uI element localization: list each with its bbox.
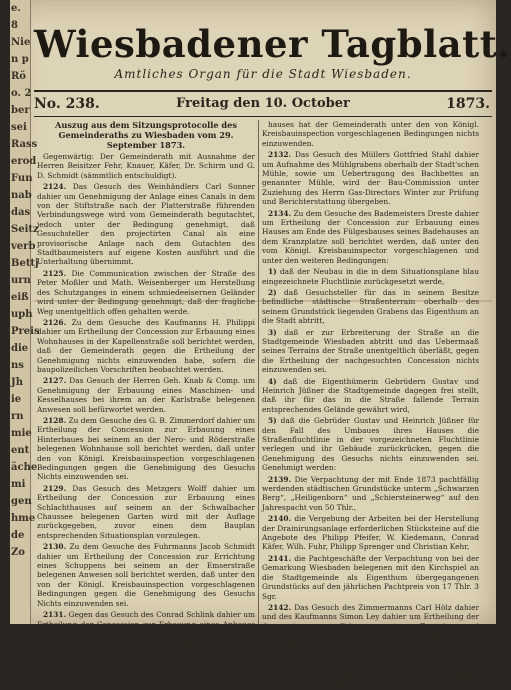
entry-number: 2) — [268, 287, 277, 297]
entry-number: 3) — [268, 327, 277, 337]
entry-text: Das Gesuch der Herren Geh. Knab & Comp. um Genehmigung der Erbauung eines Maschinen- und Kesselhauses bei ihrem an der Karlstraße belegenen Anwesen soll befürwortet werden. — [37, 376, 255, 414]
protocol-entry — [262, 554, 479, 601]
protocol-entry — [37, 542, 255, 608]
entry-text: Zu dem Gesuche des G. B. Zimmerdorf dahier um Ertheilung der Concession zur Erbauung eines Hinterbaues bei seinem an der Nero- und Röderstraße belegenen Wohnhause soll berichtet werden, daß unter den von Königl. Kreisbauinspection vorgeschlagenen Bedingungen gegen die Genehmigung des Gesuchs Nichts einzuwenden sei. — [37, 415, 255, 482]
strip-fragment: eiß — [11, 292, 29, 303]
masthead-title: Wiesbadener Tagblatt. — [34, 22, 511, 66]
issue-dateline — [34, 90, 492, 117]
entry-number: 2130. — [43, 542, 67, 552]
entry-text: Gegenwärtig: Der Gemeinderath mit Ausnahme der Herren Beisitzer Fehr, Knauer, Käfer, Dr. Schirm und G. D. Schmidt (sämmtlich entschuldigt). — [37, 152, 255, 180]
strip-fragment: urn — [11, 275, 31, 286]
protocol-entry — [37, 182, 255, 267]
strip-fragment: o. 2 — [11, 88, 32, 99]
entry-number: 2141. — [268, 553, 292, 563]
entry-number: 2140. — [268, 514, 292, 524]
entry-text: Zu dem Gesuche des Bademeisters Dreste dahier um Ertheilung der Concession zur Erbauung eines Hauses am Ende des Fülgesbauses seines Badehauses an dem Kranzplatze soll berichtet werden, daß unter den vom Königl. Kreisbauinspector vorgeschlagenen und unter den weiteren Bedingungen: — [262, 208, 480, 265]
strip-fragment: sei — [11, 122, 27, 133]
strip-fragment: ie — [11, 394, 22, 405]
protocol-entry — [262, 652, 479, 690]
protocol-entry — [262, 475, 479, 513]
strip-fragment: e. — [11, 3, 21, 14]
entry-number: 2127. — [43, 376, 67, 386]
entry-text: daß der Neubau in die in dem Situationsplane blau eingezeichnete Fluchtlinie zurückgesetzt werde, — [262, 267, 479, 286]
entry-text: daß die Eigenthümerin Gebrüdern Gustav und Heinrich Jüßner die Stadtgemeinde dagegen frei stellt, daß ihr für das in die Straße fallende Terrain entsprechendes Gelände gewährt wird, — [262, 376, 479, 414]
strip-fragment: nab — [11, 190, 32, 201]
protocol-entry — [37, 152, 255, 180]
entry-number: 2143. — [268, 651, 292, 661]
entry-number: 2139. — [268, 474, 292, 484]
strip-fragment: Rass — [11, 139, 38, 150]
entry-number: 4) — [268, 376, 277, 386]
strip-fragment: n p — [11, 54, 29, 65]
protocol-entry — [262, 267, 479, 286]
entry-text: Gegen das Gesuch des Conrad Schlink dahier um Ertheilung der Concession zur Erbauung eines Anbaues an seinem Seitenbau ihres an der Dotzheimerstraße belegenen Wohnhauses ist nichts zu erinnern. — [37, 610, 255, 648]
protocol-entry — [262, 120, 479, 148]
strip-fragment: Bettj — [11, 258, 39, 269]
entry-text: Die Communication zwischen der Straße des Peter Moßler und Math. Weisenberger um Herstellung des Schutzganges in einem schmiedeeisernen Geländer wird unter der Bedingung genehmigt, daß der fragliche Weg unentgeltlich offen gehalten werde. — [37, 268, 255, 316]
protocol-entry — [37, 610, 255, 648]
strip-fragment: erod — [11, 156, 37, 167]
entry-text: Die Verpachtung der mit Ende 1873 pachtfällig werdenden städtischen Grundstücke unterm „Schwarzen Berg“, „Heiligenborn“ und „Schiersteinerweg“ auf den Jahrespacht von 50 Thlr., — [262, 474, 479, 512]
article-columns — [34, 120, 492, 690]
strip-fragment: ber — [11, 105, 30, 116]
entry-number: 2142. — [268, 602, 292, 612]
issue-year: 1873. — [446, 96, 490, 112]
entry-number: 1) — [268, 267, 277, 277]
entry-text: die Vergebung der Arbeiten bei der Herstellung der Drainirungsanlage erforderlichen Stücksteine auf die Angebote des Philipp Pfeifer, W. Kiedemann, Conrad Käfer, Wilh. Fuhr, Philipp Sprenger und Christian Kehr, — [262, 514, 479, 552]
strip-fragment: hme — [11, 513, 36, 524]
strip-fragment: Nie — [11, 37, 31, 48]
entry-text: daß die Gebrüder Gustav und Heinrich Jüßner für den Fall des Umbaues ihres Hauses die Straßenfluchtlinie in der vorgezeichneten Fluchtlinie verlegen und ihr Gebäude zurückrücken, gegen die Genehmigung des Gesuchs nichts einzuwenden sei. Genehmigt werden: — [262, 416, 480, 473]
adjacent-page-strip — [10, 0, 40, 624]
entry-text: daß er zur Erbreiterung der Straße an die Stadtgemeinde Wiesbaden abtritt und das Uebermaaß seines Terrains der Straße unentgeltlich überläßt, gegen die Ertheilung der nachgesuchten Concession nichts einzuwenden sei. — [262, 327, 479, 375]
paper-fold-mark — [34, 300, 492, 302]
page-main — [34, 0, 511, 690]
entry-number: 2132. — [268, 150, 292, 160]
protocol-entry — [262, 514, 479, 552]
strip-fragment: gen — [11, 496, 32, 507]
strip-fragment: Preis — [11, 326, 40, 337]
protocol-entry — [262, 328, 479, 375]
entry-text: Das Gesuch des Zimmermanns Carl Hölz dahier und des Kaufmanns Simon Ley dahier um Ertheilung der Concession zur Erbauung eines Trottoirs und Umgestaltung der Einfahrt im Hause der Elisabethenstraße wird genehmigt. — [262, 602, 479, 650]
strip-fragment: äche — [11, 462, 38, 473]
protocol-entry — [262, 288, 479, 326]
right-column — [258, 120, 482, 690]
protocol-entry — [37, 484, 255, 540]
left-column — [34, 120, 258, 648]
entry-number: 2124. — [43, 182, 67, 192]
protocol-entry — [37, 376, 255, 414]
entry-text: Auf die Eingabe des Weinhändlers Göbel und Consorten, betreffend die Errichtung des Locals für die Fahrzeiche, ist beschlossen worden, daß das fragliche Local nicht wie der Rheinstraße — [262, 651, 479, 690]
newspaper-page — [10, 0, 511, 690]
strip-fragment: die — [11, 343, 29, 354]
strip-fragment: mie — [11, 428, 32, 439]
entry-number: 2128. — [43, 415, 67, 425]
entry-number: 5) — [268, 416, 277, 426]
strip-fragment: Zo — [11, 547, 25, 558]
issue-date: Freitag den 10. October — [176, 96, 350, 111]
entry-text: Zu dem Gesuche des Kaufmanns H. Philippi dahier um Ertheilung der Concession zur Erbauung eines Wohnhauses in der Kapellenstraße soll berichtet werden, daß der Gemeinderath gegen die Ertheilung der Genehmigung nichts einzuwenden habe, sofern die baupolizeilichen Vorschriften beobachtet werden. — [37, 317, 255, 374]
strip-fragment: rn — [11, 411, 24, 422]
strip-fragment: uph — [11, 309, 33, 320]
issue-number: No. 238. — [34, 96, 100, 112]
strip-fragment: de — [11, 530, 25, 541]
entry-text: die Pachtgeschäfte der Verpachtung von bei der Gemarkung Wiesbaden belegenen mit den Kirchspiel an die Stadtgemeinde als Eigenthum übergegangenen Grundstücks auf den jährlichen Pachtpreis von 17 Thlr. 3 Sgr. — [262, 553, 479, 601]
entry-number: 2129. — [43, 483, 67, 493]
entry-text: Das Gesuch des Metzgers Wolff dahier um Ertheilung der Concession zur Erbauung eines Schlachthauses auf seinem an der Schwalbacher Chaussee belegenen Garten wird mit der Auflage zurückgegeben, zuvor einen dem Bauplan entsprechenden Situationsplan vorzulegen. — [37, 483, 255, 540]
strip-fragment: verb — [11, 241, 36, 252]
strip-fragment: ns — [11, 360, 24, 371]
strip-fragment: Fun — [11, 173, 33, 184]
protocol-heading: Auszug aus dem Sitzungsprotocolle des Gemeinderaths zu Wiesbaden vom 29. September 1873. — [55, 120, 237, 150]
protocol-entry — [262, 603, 479, 650]
strip-fragment: 8 — [11, 20, 18, 31]
entry-text: daß Gesuchsteller für das in seinem Besitze befindliche städtische Straßenterrain oberhalb des seinem Grundstück liegenden Grabens das Eigenthum an die Stadt abtritt, — [262, 287, 479, 326]
protocol-entry — [262, 150, 479, 206]
entry-text: Das Gesuch des Müllers Gottfried Stahl dahier um Aufnahme des Mühlgrabens oberhalb der Stadt'schen Mühle, sowie um Uebertragung des Bachbettes an genannter Mühle, wird der Bau-Commission unter Zuziehung des Herrn Gas-Directors Winter zur Prüfung und Berichterstattung übergeben. — [262, 150, 479, 207]
entry-number: 2126. — [43, 317, 67, 327]
entry-text: hauses hat der Gemeinderath unter den von Königl. Kreisbauinspection vorgeschlagenen Bedingungen nichts einzuwenden. — [262, 120, 479, 148]
strip-fragment: das — [11, 207, 31, 218]
protocol-entry — [37, 269, 255, 316]
entry-number: 2131. — [43, 610, 67, 620]
entry-text: Zu dem Gesuche des Fuhrmanns Jacob Schmidt dahier um Ertheilung der Concession zur Errichtung eines Schuppens bei seinem an der Emserstraße belegenen Anwesen soll berichtet werden, daß unter den von der Königl. Kreisbauinspection vorgeschlagenen Bedingungen gegen die Genehmigung des Gesuchs Nichts einzuwenden sei. — [37, 542, 255, 608]
masthead-subtitle: Amtliches Organ für die Stadt Wiesbaden. — [114, 67, 412, 81]
protocol-entry — [262, 416, 479, 472]
entry-number: 2134. — [268, 208, 292, 218]
protocol-entry — [37, 416, 255, 482]
entry-number: 2125. — [43, 268, 67, 278]
strip-fragment: Jh — [11, 377, 24, 388]
strip-fragment: mi — [11, 479, 26, 490]
protocol-entry — [37, 318, 255, 374]
protocol-entry — [262, 209, 479, 265]
strip-fragment: Seitz — [11, 224, 39, 235]
protocol-entry — [262, 377, 479, 415]
strip-fragment: ent — [11, 445, 30, 456]
entry-text: Das Gesuch des Weinhändlers Carl Sonner dahier um Genehmigung der Anlage eines Canals in dem von der Stiftstraße nach der Platterstraße führenden Verbindungswege wird vom Gemeinderath begutachtet, jedoch unter der Bedingung genehmigt, daß Gesuchsteller den projectirten Canal als eine provisorische Anlage nach dem Gutachten des Stadtbaumeisters auf eigene Kosten ausführt und die Unterhaltung übernimmt. — [37, 182, 255, 267]
strip-fragment: Rö — [11, 71, 26, 82]
